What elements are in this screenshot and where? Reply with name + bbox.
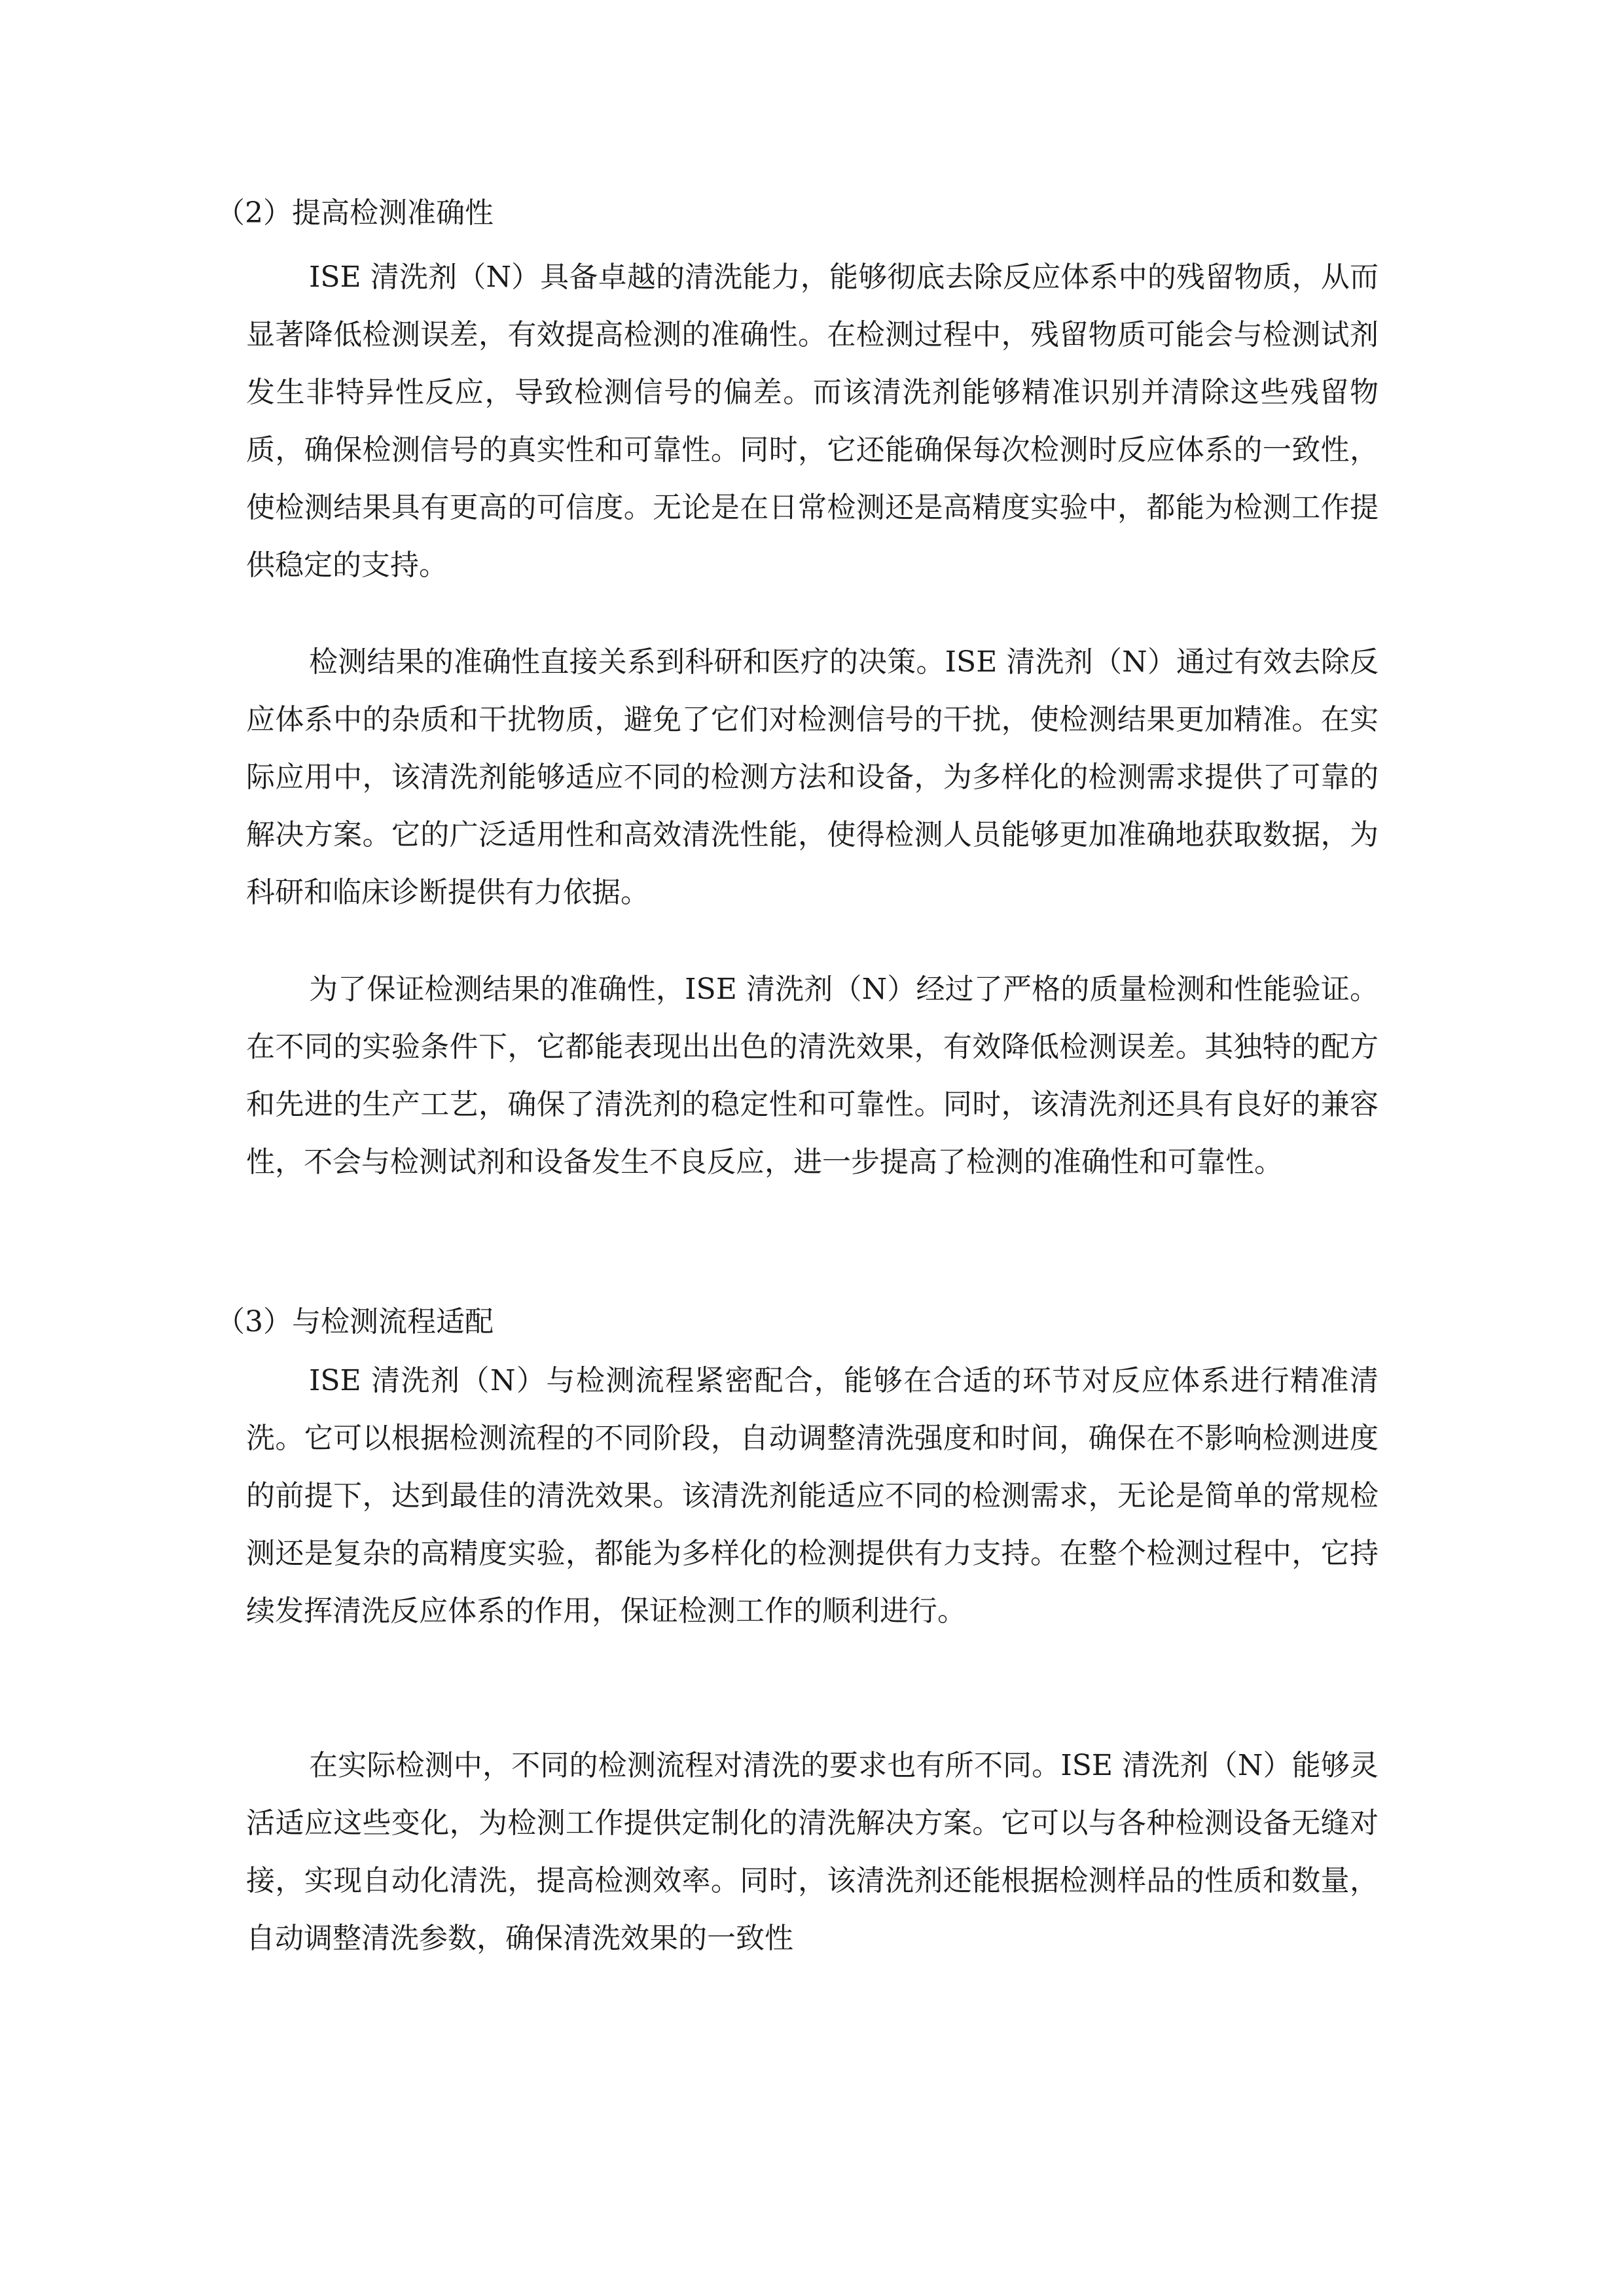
section-heading-2: （2）提高检测准确性 — [216, 196, 494, 230]
paragraph-4: ISE 清洗剂（N）与检测流程紧密配合，能够在合适的环节对反应体系进行精准清洗。它可以根据检测流程的不同阶段，自动调整清洗强度和时间，确保在不影响检测进度的前提下，达到最佳的清洗效果。该清洗剂能适应不同的检测需求，无论是简单的常规检测还是复杂的高精度实验，都能为多样化的检测提供有力支持。在整个检测过程中，它持续发挥清洗反应体系的作用，保证检测工作的顺利进行。 — [246, 1364, 1379, 1628]
section-heading-3: （3）与检测流程适配 — [216, 1305, 494, 1338]
paragraph-1: ISE 清洗剂（N）具备卓越的清洗能力，能够彻底去除反应体系中的残留物质，从而显著降低检测误差，有效提高检测的准确性。在检测过程中，残留物质可能会与检测试剂发生非特异性反应，导致检测信号的偏差。而该清洗剂能够精准识别并清除这些残留物质，确保检测信号的真实性和可靠性。同时，它还能确保每次检测时反应体系的一致性，使检测结果具有更高的可信度。无论是在日常检测还是高精度实验中，都能为检测工作提供稳定的支持。 — [246, 260, 1379, 582]
paragraph-3: 为了保证检测结果的准确性，ISE 清洗剂（N）经过了严格的质量检测和性能验证。在不同的实验条件下，它都能表现出出色的清洗效果，有效降低检测误差。其独特的配方和先进的生产工艺，确保了清洗剂的稳定性和可靠性。同时，该清洗剂还具有良好的兼容性，不会与检测试剂和设备发生不良反应，进一步提高了检测的准确性和可靠性。 — [246, 973, 1379, 1179]
paragraph-5: 在实际检测中，不同的检测流程对清洗的要求也有所不同。ISE 清洗剂（N）能够灵活适应这些变化，为检测工作提供定制化的清洗解决方案。它可以与各种检测设备无缝对接，实现自动化清洗，提高检测效率。同时，该清洗剂还能根据检测样品的性质和数量，自动调整清洗参数，确保清洗效果的一致性 — [246, 1749, 1379, 1955]
paragraph-2: 检测结果的准确性直接关系到科研和医疗的决策。ISE 清洗剂（N）通过有效去除反应体系中的杂质和干扰物质，避免了它们对检测信号的干扰，使检测结果更加精准。在实际应用中，该清洗剂能够适应不同的检测方法和设备，为多样化的检测需求提供了可靠的解决方案。它的广泛适用性和高效清洗性能，使得检测人员能够更加准确地获取数据，为科研和临床诊断提供有力依据。 — [246, 645, 1379, 909]
